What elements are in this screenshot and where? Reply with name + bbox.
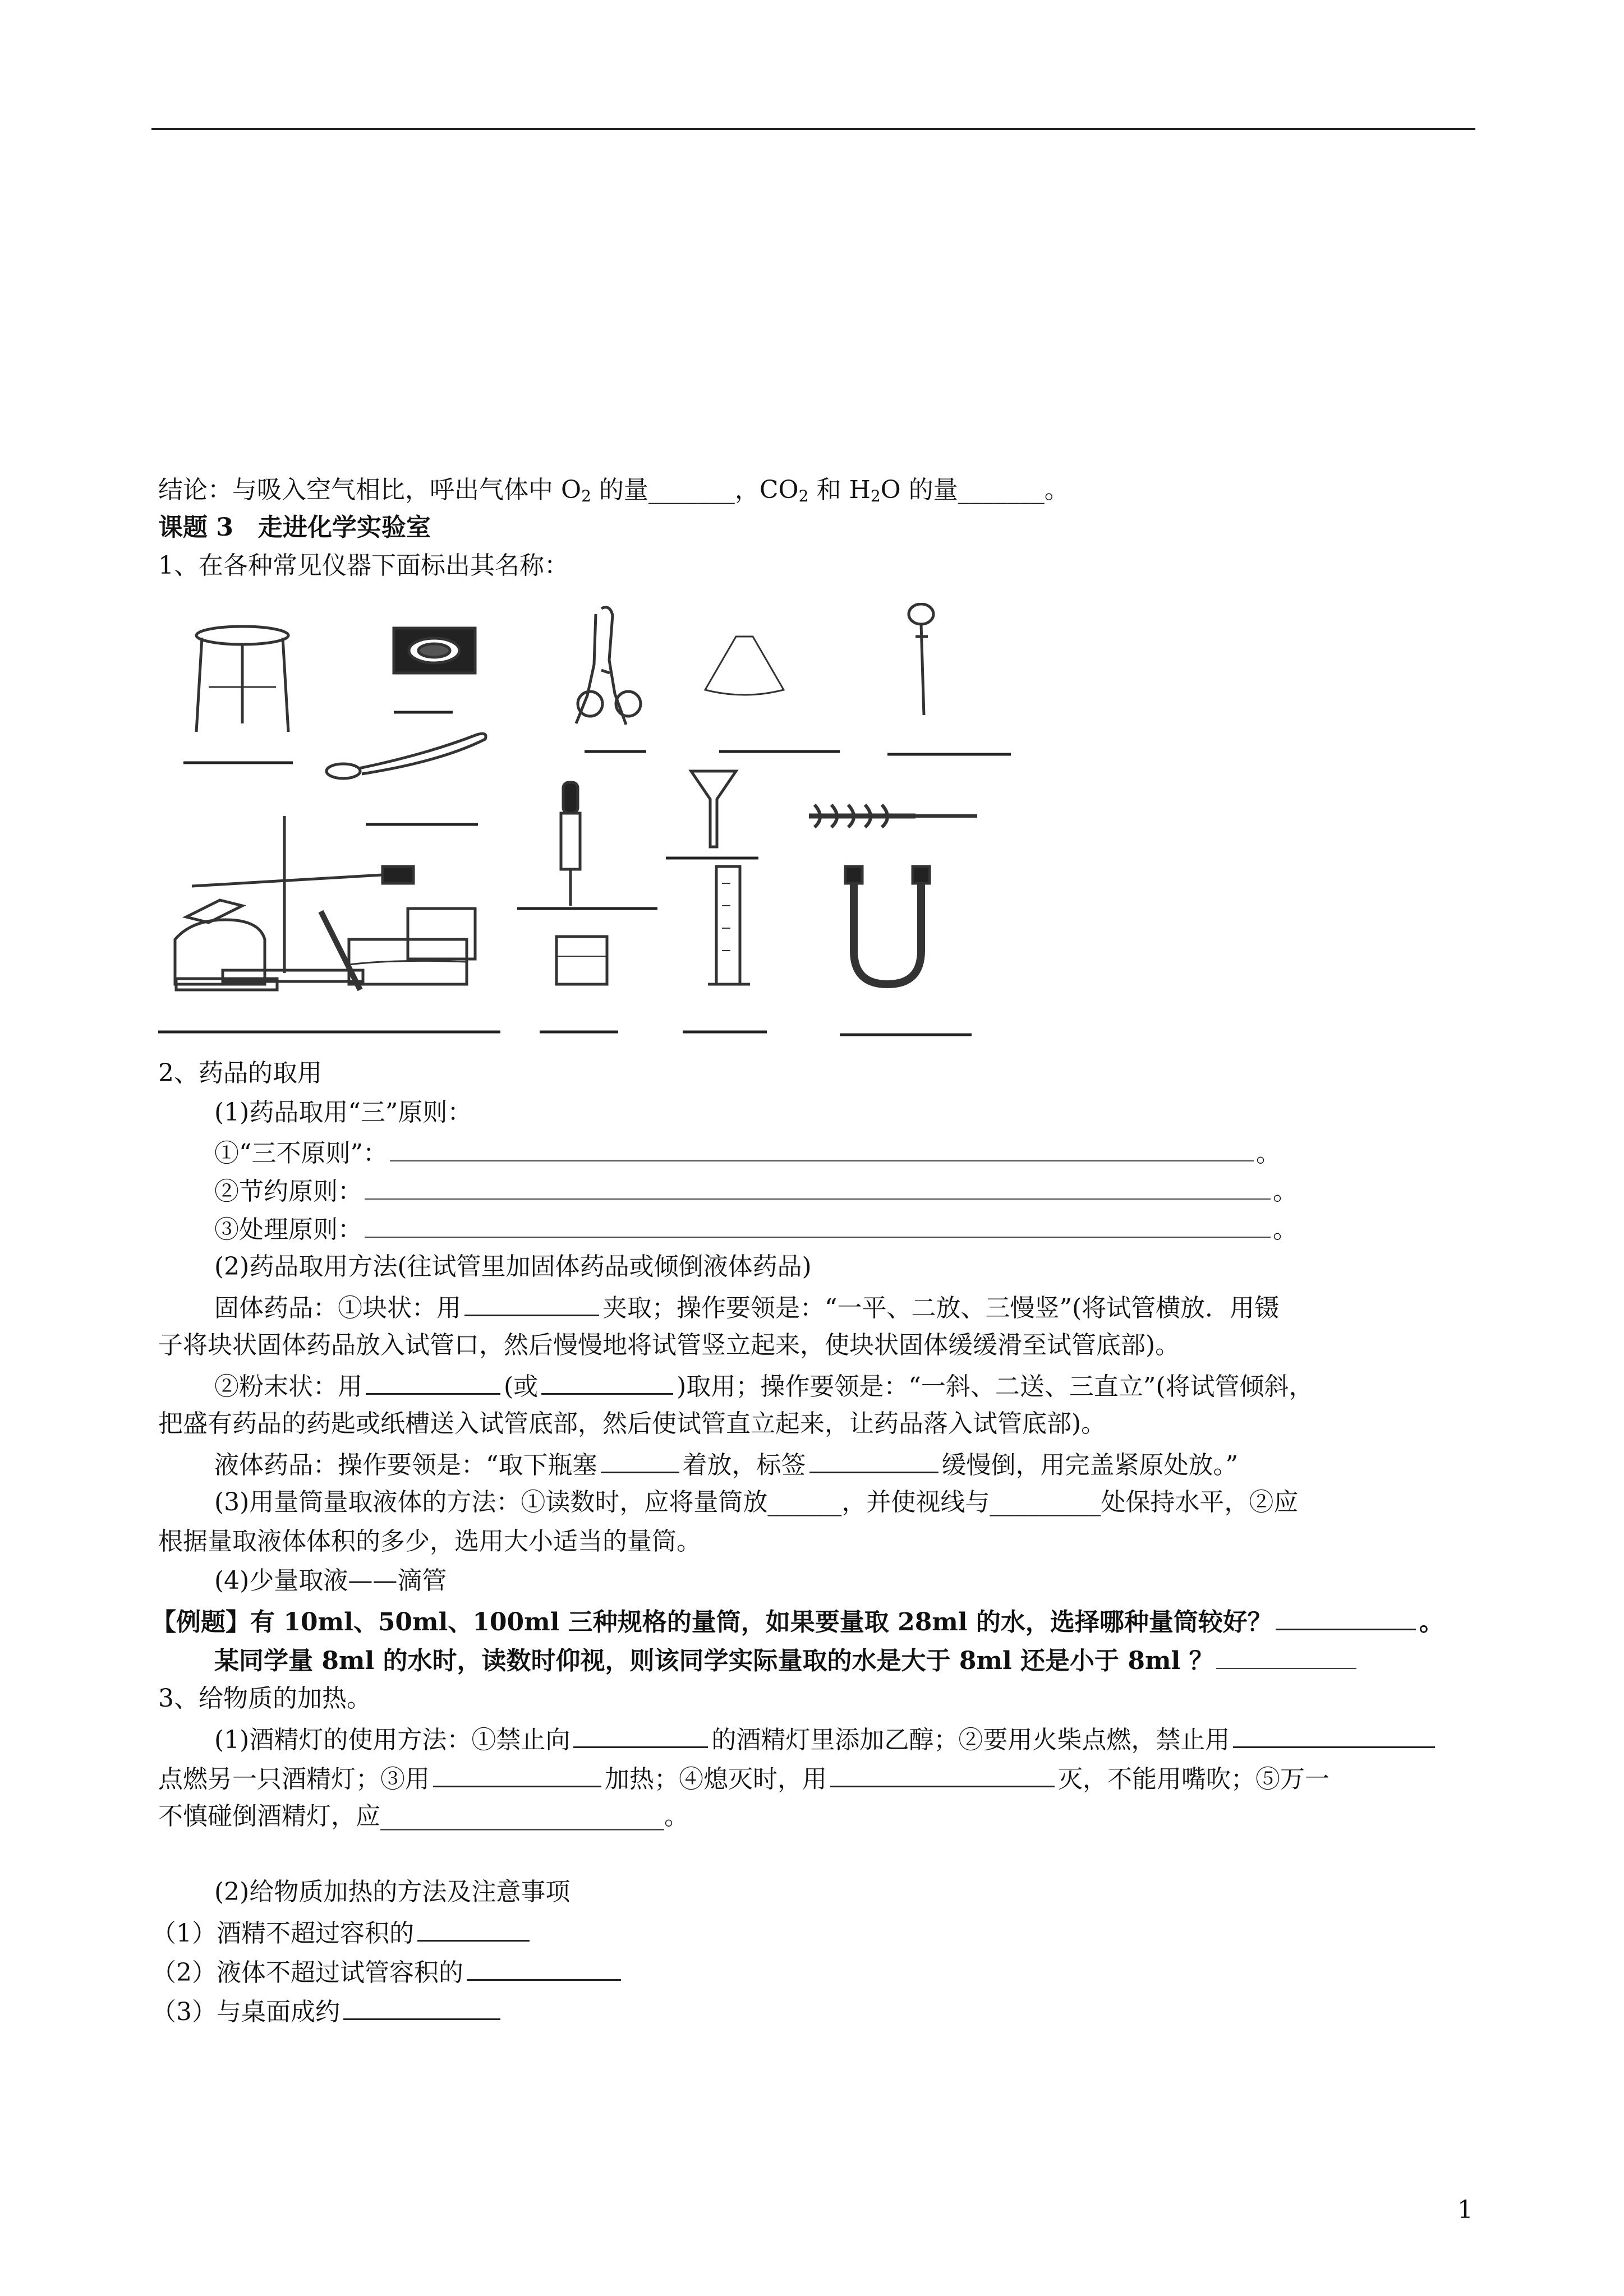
lamp-blank-3[interactable] (433, 1761, 601, 1787)
gas-collection-setup-drawing (175, 816, 475, 990)
lesson-title: 课题 3 走进化学实验室 (158, 513, 431, 542)
conclusion-text: 和 H (808, 476, 871, 504)
liquid-text: 缓慢倒，用完盖紧原处放。” (941, 1451, 1238, 1479)
liquid-blank-2[interactable] (809, 1447, 938, 1473)
heating-text: （3）与桌面成约 (151, 1998, 340, 2026)
beaker-drawing (556, 937, 607, 984)
h2o-subscript: 2 (870, 487, 881, 505)
conclusion-text: ，CO (734, 476, 799, 504)
section-2-sub4: (4)少量取液——滴管 (214, 1566, 447, 1595)
end-mark: 。 (1419, 1608, 1444, 1636)
rule-2-line (214, 1174, 1298, 1208)
dropper-drawing (561, 782, 580, 906)
conical-flask-drawing (705, 637, 784, 695)
test-tube-brush-drawing (809, 805, 977, 827)
heating-item-3 (151, 1994, 504, 2028)
lamp-text: 灭，不能用嘴吹；⑤万一 (1058, 1765, 1329, 1794)
lamp-blank-4[interactable] (830, 1761, 1055, 1787)
lamp-text: 不慎碰倒酒精灯，应 (158, 1802, 380, 1831)
o2-subscript: 2 (581, 487, 591, 505)
cylinder-blank-2[interactable]: _________ (990, 1488, 1101, 1516)
blank-o2[interactable]: _______ (648, 476, 735, 504)
example-question-2: 某同学量 8ml 的水时，读数时仰视，则该同学实际量取的水是大于 8ml 还是小于 8ml ？ (214, 1647, 1214, 1675)
solid-tool-blank[interactable] (464, 1290, 599, 1316)
rule-2-label: ②节约原则： (214, 1177, 362, 1206)
header-rule (151, 128, 1475, 130)
rule-1-blank[interactable] (390, 1136, 1254, 1161)
conclusion-line (158, 474, 1069, 513)
section-2-title: 2、药品的取用 (158, 1059, 322, 1087)
conclusion-text: O 的量 (880, 476, 958, 504)
heating-text: （2）液体不超过试管容积的 (151, 1958, 463, 1987)
example-question-1: 有 10ml、50ml、100ml 三种规格的量筒，如果要量取 28ml 的水，选择哪种量筒较好？ (250, 1608, 1272, 1636)
solid-text: 固体药品：①块状：用 (214, 1294, 461, 1322)
heating-item-1 (151, 1915, 533, 1950)
powder-blank-1[interactable] (366, 1368, 500, 1395)
lamp-blank-5[interactable]: _______________________ (380, 1802, 664, 1831)
section-3-title: 3、给物质的加热。 (158, 1684, 371, 1713)
powder-line-1 (214, 1368, 1314, 1403)
page-number: 1 (1457, 2196, 1473, 2224)
combustion-spoon-drawing (909, 604, 933, 715)
powder-text: ②粉末状：用 (214, 1372, 362, 1401)
rule-3-label: ③处理原则： (214, 1215, 362, 1244)
crucible-tongs-drawing (576, 607, 641, 725)
blank-co2-h2o[interactable]: _______ (958, 476, 1045, 504)
heating-blank-1[interactable] (417, 1915, 530, 1942)
example-answer-1[interactable] (1276, 1604, 1416, 1630)
powder-text: (或 (504, 1372, 539, 1401)
lab-instruments-figure (158, 603, 1022, 1040)
end-mark: 。 (664, 1802, 689, 1831)
heating-title: (2)给物质加热的方法及注意事项 (214, 1878, 571, 1906)
rule-3-line (214, 1212, 1298, 1246)
solid-line-1 (214, 1290, 1279, 1325)
funnel-drawing (691, 771, 736, 847)
section-2-sub2: (2)药品取用方法(往试管里加固体药品或倾倒液体药品) (214, 1252, 812, 1281)
heating-text: （1）酒精不超过容积的 (151, 1919, 414, 1948)
rule-1-label: ①“三不原则”： (214, 1139, 388, 1168)
heating-item-2 (151, 1954, 624, 1989)
example-line-2 (214, 1643, 1359, 1677)
liquid-text: 液体药品：操作要领是：“取下瓶塞 (214, 1451, 597, 1479)
liquid-text: 着放，标签 (682, 1451, 806, 1479)
conclusion-text: 的量 (591, 476, 648, 504)
powder-text: )取用；操作要领是：“一斜、二送、三直立”(将试管倾斜， (677, 1372, 1314, 1401)
rule-1-line (214, 1136, 1281, 1170)
solid-text: 夹取；操作要领是：“一平、二放、三慢竖”(将试管横放．用镊 (602, 1294, 1280, 1322)
lamp-text: 的酒精灯里添加乙醇；②要用火柴点燃，禁止用 (711, 1726, 1230, 1754)
question-1: 1、在各种常见仪器下面标出其名称： (158, 551, 569, 580)
lamp-line-3 (158, 1800, 689, 1833)
liquid-line (214, 1447, 1238, 1482)
cylinder-blank-1[interactable]: ______ (767, 1488, 842, 1516)
cylinder-text: (3)用量筒量取液体的方法：①读数时，应将量筒放 (214, 1488, 768, 1516)
heating-blank-3[interactable] (343, 1994, 500, 2020)
conclusion-text: 。 (1044, 476, 1069, 504)
lamp-text: 点燃另一只酒精灯；③用 (158, 1765, 430, 1794)
lamp-blank-2[interactable] (1233, 1722, 1435, 1748)
graduated-cylinder-drawing (708, 866, 750, 984)
lamp-line-2 (158, 1761, 1329, 1796)
lamp-blank-1[interactable] (573, 1722, 708, 1748)
wire-gauze-drawing (394, 628, 475, 673)
cylinder-line-1 (214, 1486, 1298, 1519)
u-tube-drawing (845, 866, 930, 984)
rule-2-blank[interactable] (365, 1174, 1271, 1200)
example-answer-2[interactable] (1216, 1643, 1356, 1669)
heating-blank-2[interactable] (467, 1954, 621, 1981)
example-line-1 (151, 1604, 1444, 1639)
end-mark: 。 (1256, 1139, 1281, 1168)
lamp-line-1 (214, 1722, 1438, 1756)
lamp-text: (1)酒精灯的使用方法：①禁止向 (214, 1726, 571, 1754)
co2-subscript: 2 (798, 487, 809, 505)
cylinder-line-2: 根据量取液体体积的多少，选用大小适当的量筒。 (158, 1527, 701, 1556)
tripod-drawing (196, 626, 288, 732)
medicine-spoon-drawing (326, 734, 486, 778)
conclusion-text: 结论：与吸入空气相比，呼出气体中 O (158, 476, 582, 504)
end-mark: 。 (1273, 1215, 1298, 1244)
section-2-sub1: (1)药品取用“三”原则： (214, 1098, 472, 1127)
example-label: 【例题】 (151, 1608, 250, 1636)
powder-line-2: 把盛有药品的药匙或纸槽送入试管底部，然后使试管直立起来，让药品落入试管底部)。 (158, 1409, 1106, 1438)
cylinder-text: ，并使视线与 (841, 1488, 990, 1516)
rule-3-blank[interactable] (365, 1212, 1271, 1238)
lamp-text: 加热；④熄灭时，用 (605, 1765, 827, 1794)
cylinder-text: 处保持水平，②应 (1101, 1488, 1299, 1516)
solid-line-2: 子将块状固体药品放入试管口，然后慢慢地将试管竖立起来，使块状固体缓缓滑至试管底部)。 (158, 1331, 1180, 1359)
liquid-blank-1[interactable] (601, 1447, 679, 1473)
end-mark: 。 (1273, 1177, 1298, 1206)
powder-blank-2[interactable] (541, 1368, 673, 1395)
